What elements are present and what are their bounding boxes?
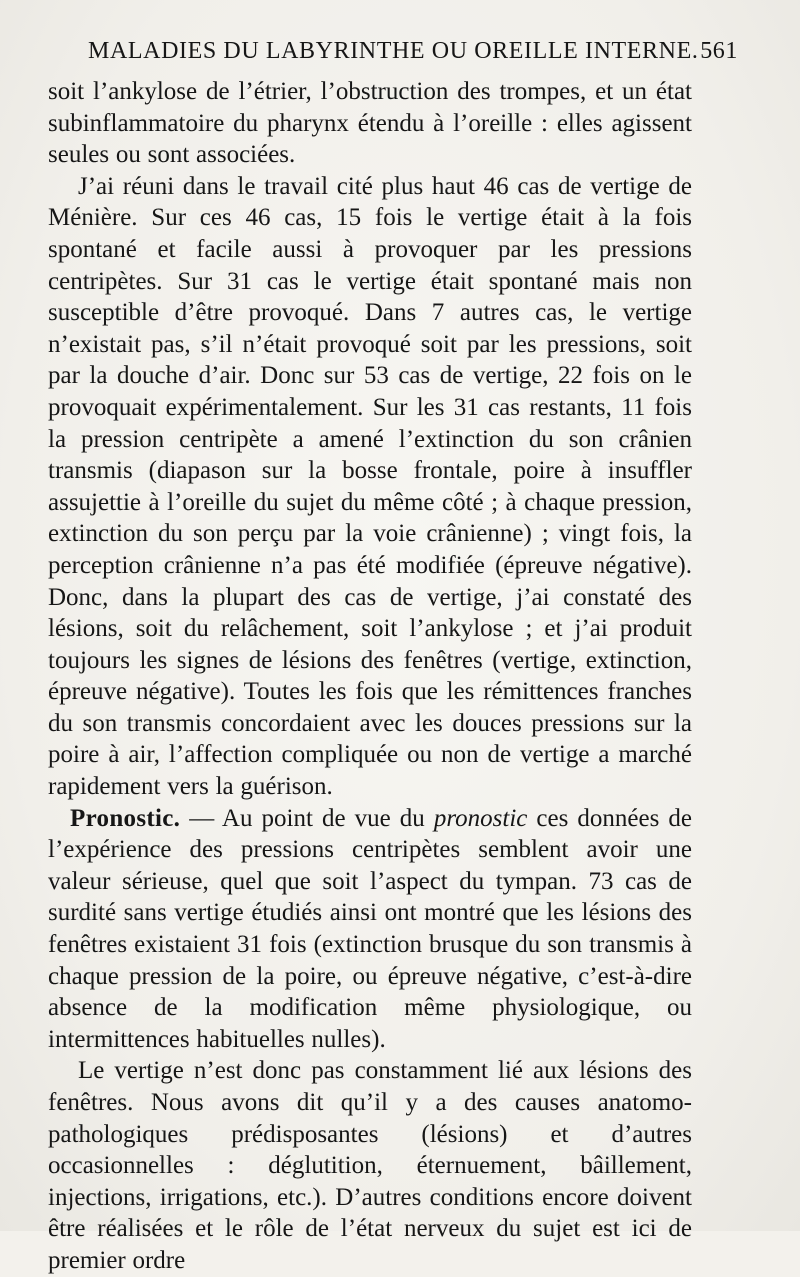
pronostic-italic-word: pronostic	[433, 804, 528, 832]
pronostic-body-text: ces données de l’expérience des pressions centripètes semblent avoir une valeur sérieuse, quel que soit l’aspect du tympan. 73 cas de surdité sans vertige étudiés ainsi ont montré que les lésions des fenêtres existaient 31 fois (extinction brusque du son transmis à chaque pression de la poire, ou épreuve négative, c’est-à-dire absence de la modification même physiologique, ou intermittences habituelles nulles).	[48, 804, 692, 1053]
page-number: 561	[700, 38, 738, 64]
pronostic-heading: Pronostic.	[70, 804, 181, 832]
paragraph-conclusion: Le vertige n’est donc pas constamment lié aux lésions des fenêtres. Nous avons dit qu’il y a des causes anatomo-pathologiques prédisposantes (lésions) et d’autres occasionnelles : déglutition, éternuement, bâillement, injections, irrigations, etc.). D’autres conditions encore doivent être réalisées et le rôle de l’état nerveux du sujet est ici de premier ordre	[48, 1057, 692, 1274]
text-body	[48, 76, 692, 1277]
pronostic-dash-text: — Au point de vue du	[180, 804, 434, 832]
running-head	[58, 34, 738, 68]
paragraph-vertige-cases: J’ai réuni dans le travail cité plus haut 46 cas de vertige de Ménière. Sur ces 46 cas, 15 fois le vertige était à la fois spontané et facile aussi à provoquer par les pressions centripètes. Sur 31 cas le vertige était spontané mais non susceptible d’être provoqué. Dans 7 autres cas, le vertige n’existait pas, s’il n’était provoqué soit par les pressions, soit par la douche d’air. Donc sur 53 cas de vertige, 22 fois on le provoquait expérimentalement. Sur les 31 cas restants, 11 fois la pression centripète a amené l’extinction du son crânien transmis (diapason sur la bosse frontale, poire à insuffler assujettie à l’oreille du sujet du même côté ; à chaque pression, extinction du son perçu par la voie crânienne) ; vingt fois, la perception crânienne n’a pas été modifiée (épreuve négative). Donc, dans la plupart des cas de vertige, j’ai constaté des lésions, soit du relâchement, soit l’ankylose ; et j’ai produit toujours les signes de lésions des fenêtres (vertige, extinction, épreuve négative). Toutes les fois que les rémittences franches du son transmis concordaient avec les douces pressions sur la poire à air, l’affection compliquée ou non de vertige a marché rapidement vers la guérison.	[48, 172, 692, 801]
paragraph-pronostic	[48, 803, 692, 1056]
paragraph-continuation: soit l’ankylose de l’étrier, l’obstruction des trompes, et un état subinflammatoire du pharynx étendu à l’oreille : elles agissent seules ou sont associées.	[48, 78, 692, 169]
running-title: MALADIES DU LABYRINTHE OU OREILLE INTERNE.	[88, 38, 699, 64]
